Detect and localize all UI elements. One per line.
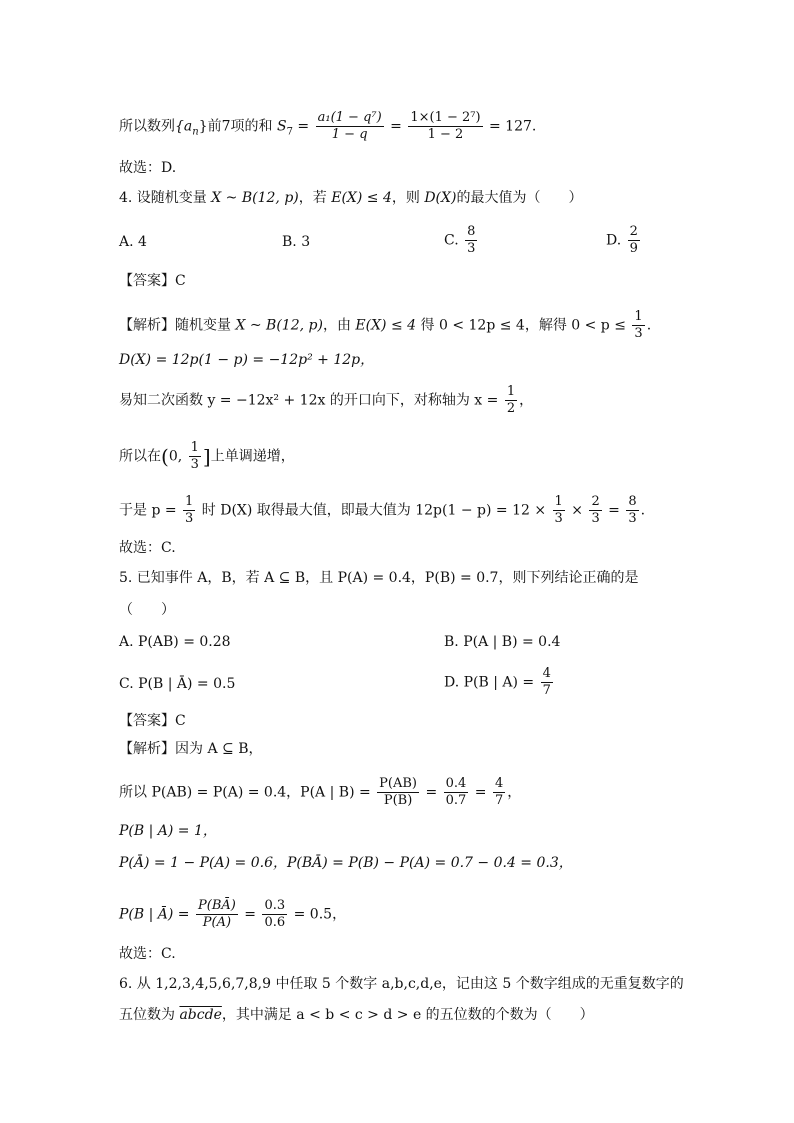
question-5-bracket: （ ） <box>119 602 175 618</box>
option-b: B. P(A | B) = 0.4 <box>444 634 561 650</box>
choose-line: 故选：C. <box>119 946 176 962</box>
option-c: C. $\frac{8}{3}$ <box>444 224 476 256</box>
option-a: A. P(AB) = 0.28 <box>119 634 231 650</box>
quadratic-line: 易知二次函数 y = −12x² + 12x 的开口向下，对称轴为 x = $\frac{1}{2}$ ， <box>119 384 534 416</box>
analysis-line: 【解析】因为 A ⊆ B， <box>119 741 263 757</box>
text: 所以数列 <box>119 118 175 135</box>
option-c: C. P(B | Ā) = 0.5 <box>119 676 236 692</box>
fraction: $\frac{\text{1×(1 − 2⁷)}}{1 - 2}$ <box>410 110 481 142</box>
formula-line: P(B | Ā) = $\frac{P(BĀ)}{P(Ā)}$ = $\frac{0.3}{0.6}$ = 0.5， <box>119 898 347 930</box>
question-5-stem: 5. 已知事件 A，B，若 A ⊆ B，且 P(A) = 0.4，P(B) = 0.7，则下列结论正确的是 <box>119 570 639 586</box>
option-b: B. 3 <box>282 234 311 250</box>
answer-label: 【答案】C <box>119 273 186 289</box>
option-d: D. P(B | A) = $\frac{4}{7}$ <box>444 666 551 698</box>
choose-line: 故选：D. <box>119 160 177 176</box>
choose-line: 故选：C. <box>119 540 176 556</box>
increasing-line: 所以在(0, $\frac{1}{3}$ ]上单调递增， <box>119 440 295 472</box>
maximum-line: 于是 p = $\frac{1}{3}$ 时 D(X) 取得最大值，即最大值为 12p(1 − p) = 12 × $\frac{1}{3}$ × $\frac{2}{3}$ = $\frac{8}{3}$ . <box>119 494 646 526</box>
option-d: D. $\frac{2}{9}$ <box>606 224 638 256</box>
formula-line: P(Ā) = 1 − P(A) = 0.6，P(BĀ) = P(B) − P(A) = 0.7 − 0.4 = 0.3， <box>119 855 573 871</box>
variance-line: D(X) = 12p(1 − p) = −12p² + 12p， <box>119 352 375 368</box>
fraction: $\frac{\text{a₁(1 − q⁷)}}{1 - q}$ <box>317 110 382 142</box>
formula-line: P(B | A) = 1， <box>119 823 217 839</box>
question-6-stem: 6. 从 1,2,3,4,5,6,7,8,9 中任取 5 个数字 a,b,c,d,e，记由这 5 个数字组成的无重复数字的 <box>119 976 684 992</box>
question-6-stem-cont: 五位数为 abcde，其中满足 a < b < c > d > e 的五位数的个数为（ ） <box>119 1007 594 1023</box>
answer-label: 【答案】C <box>119 713 186 729</box>
analysis-line: 【解析】随机变量 X ~ B(12, p)，由 E(X) ≤ 4 得 0 < 12p ≤ 4，解得 0 < p ≤ $\frac{1}{3}$ . <box>119 309 652 341</box>
conditional-prob-line: 所以 P(AB) = P(A) = 0.4，P(A | B) = $\frac{P(AB)}{P(B)}$ = $\frac{0.4}{0.7}$ = $\frac{4}{7}$ ， <box>119 776 522 808</box>
series-sum-line: 所以数列$\{a_n\}$前7项的和 $S_7$ = $\frac{\text{a₁(1 − q⁷)}}{1 - q}$ = $\frac{\text{1×(1 − 2⁷)}}{1 - 2}$ = 127. <box>119 110 537 142</box>
question-4-stem: 4. 设随机变量 X ~ B(12, p)，若 E(X) ≤ 4，则 D(X)的最大值为（ ） <box>119 190 583 206</box>
option-a: A. 4 <box>119 234 147 250</box>
